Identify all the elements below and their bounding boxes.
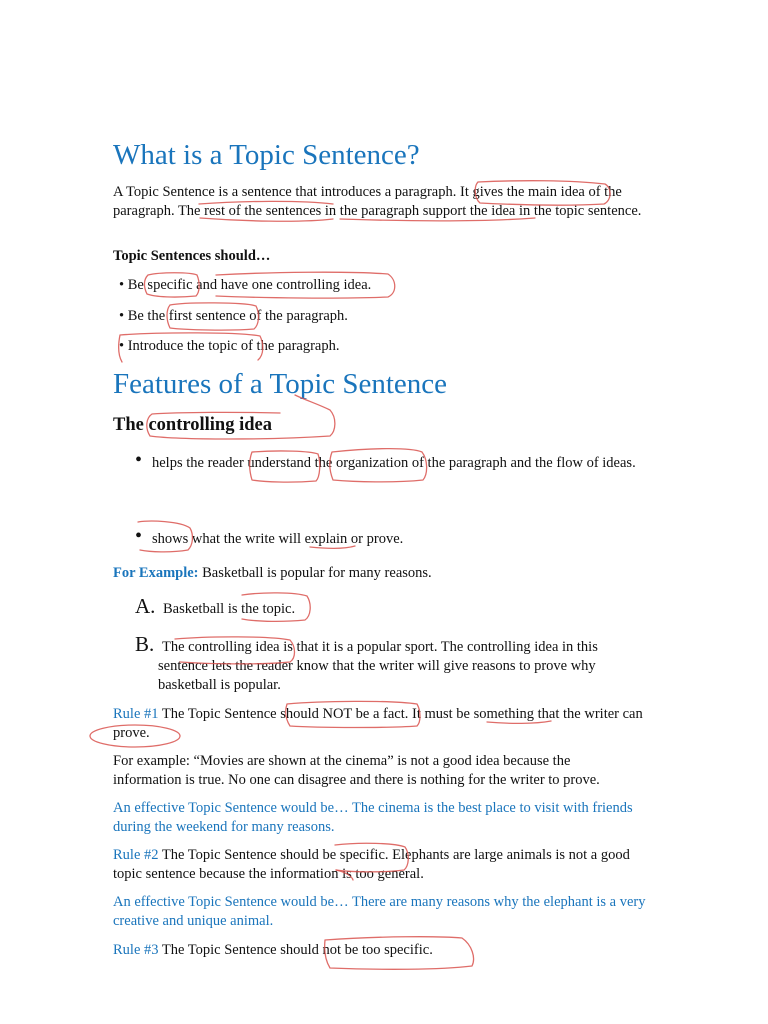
rule-3-text: The Topic Sentence should not be too specific. <box>161 942 433 958</box>
example-line <box>113 564 432 583</box>
rule-1-text: The Topic Sentence should NOT be a fact. It must be something that the writer can prove. <box>113 706 643 741</box>
intro-paragraph: A Topic Sentence is a sentence that introduces a paragraph. It gives the main idea of the paragraph. The rest of the sentences in the paragraph support the idea in the topic sentence. <box>113 184 642 219</box>
example-text: Basketball is popular for many reasons. <box>202 565 432 581</box>
rule-2-text: The Topic Sentence should be specific. Elephants are large animals is not a good topic sentence because the information is too general. <box>113 847 630 882</box>
rule-1-label: Rule #1 <box>113 706 159 722</box>
rule-3-label: Rule #3 <box>113 942 159 958</box>
bullet-1: • Be specific and have one controlling idea. <box>119 277 372 293</box>
bullet-dot: • <box>135 525 143 547</box>
effective-2: An effective Topic Sentence would be… There are many reasons why the elephant is a very creative and unique animal. <box>113 894 646 929</box>
effective-1: An effective Topic Sentence would be… The cinema is the best place to visit with friends during the weekend for many reasons. <box>113 800 633 835</box>
example-1: For example: “Movies are shown at the cinema” is not a good idea because the information is true. No one can disagree and there is nothing for the writer to prove. <box>113 753 600 788</box>
rule-3 <box>113 941 433 960</box>
section-title-features: Features of a Topic Sentence <box>113 368 448 400</box>
item-a: Basketball is the topic. <box>163 601 296 617</box>
point-2: shows what the write will explain or prove. <box>152 531 404 547</box>
rule-2-label: Rule #2 <box>113 847 159 863</box>
bullet-2: • Be the first sentence of the paragraph. <box>119 308 348 324</box>
should-heading: Topic Sentences should… <box>113 248 271 264</box>
section-title-what-is: What is a Topic Sentence? <box>113 139 420 171</box>
rule-1 <box>113 705 648 743</box>
item-b: The controlling idea is that it is a popular sport. The controlling idea in this sentence lets the reader know that the writer will give reasons to prove why basketball is popular. <box>158 639 598 693</box>
letter-b: B. <box>135 632 155 656</box>
controlling-idea-subheading: The controlling idea <box>113 415 272 435</box>
point-1: helps the reader understand the organization of the paragraph and the flow of ideas. <box>152 455 636 471</box>
bullet-3: • Introduce the topic of the paragraph. <box>119 338 340 354</box>
letter-a: A. <box>135 594 156 618</box>
example-label: For Example: <box>113 565 199 581</box>
rule-2 <box>113 846 658 884</box>
bullet-dot: • <box>135 449 143 471</box>
